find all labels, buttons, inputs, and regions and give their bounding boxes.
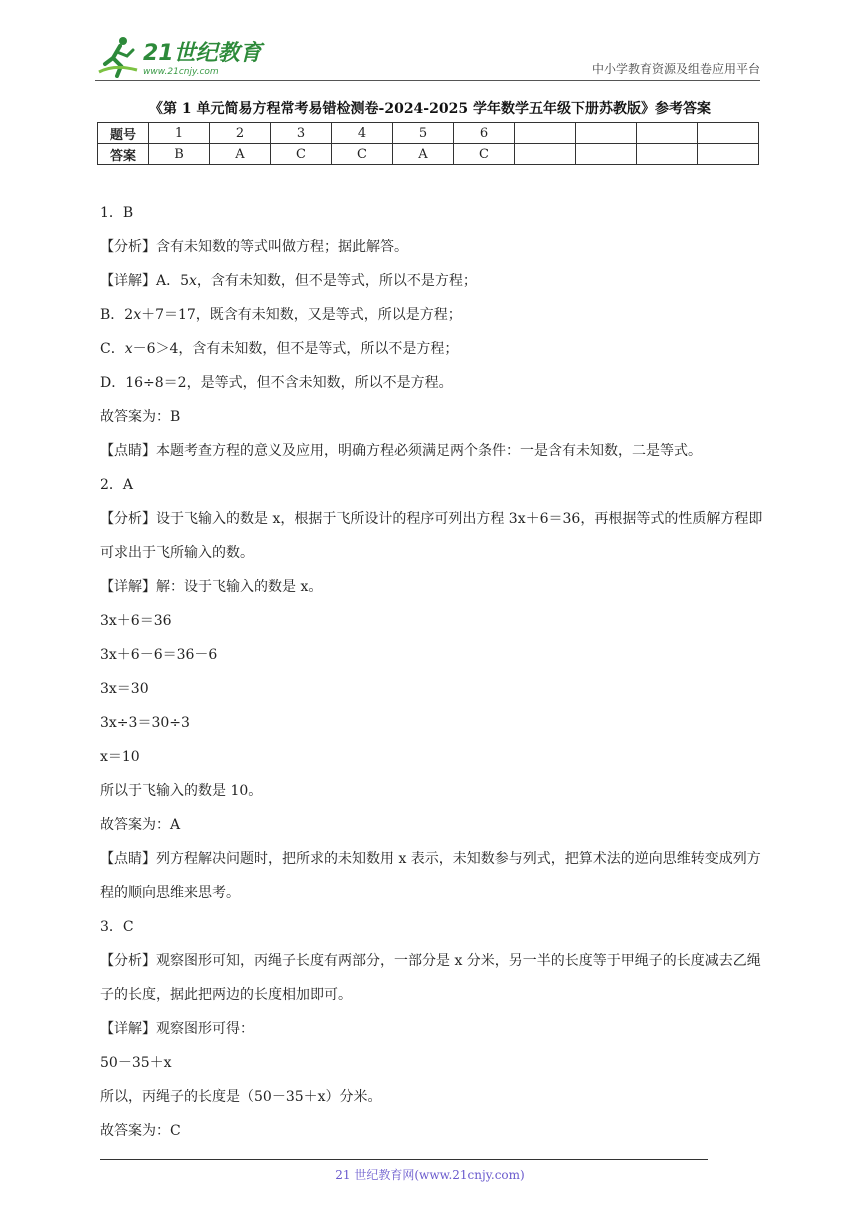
detail-line: C．𝑥－6＞4，含有未知数，但不是等式，所以不是方程；: [100, 341, 459, 357]
logo-text: 21世纪教育: [143, 41, 262, 66]
conclusion-line: 故答案为：C: [100, 1123, 181, 1139]
analysis-line: 【分析】观察图形可知，丙绳子长度有两部分，一部分是 x 分米，另一半的长度等于甲绳子的长度减去乙绳子的长度，据此把两边的长度相加即可。: [100, 953, 761, 1003]
answer-cell: C: [332, 144, 393, 165]
answer-cell: C: [271, 144, 332, 165]
answer-cell: A: [393, 144, 454, 165]
answer-cell: [637, 144, 698, 165]
analysis-line: 【分析】含有未知数的等式叫做方程；据此解答。: [100, 239, 408, 255]
document-title: 《第 1 单元简易方程常考易错检测卷-2024-2025 学年数学五年级下册苏教版》参考答案: [149, 101, 711, 117]
answer-cell: [515, 144, 576, 165]
footer-divider: [100, 1159, 708, 1160]
detail-line: 【详解】观察图形可得：: [100, 1021, 254, 1037]
platform-name: 中小学教育资源及组卷应用平台: [591, 62, 760, 76]
equation-line: 3x÷3＝30÷3: [100, 715, 190, 731]
question-number-cell: [576, 123, 637, 144]
question-number-cell: 6: [454, 123, 515, 144]
question-number-cell: 2: [210, 123, 271, 144]
detail-line: B．2𝑥＋7＝17，既含有未知数，又是等式，所以是方程；: [100, 307, 462, 323]
answer-cell: [576, 144, 637, 165]
detail-line: D．16÷8＝2，是等式，但不含未知数，所以不是方程。: [100, 375, 453, 391]
equation-line: 3x＋6＝36: [100, 613, 172, 629]
detail-line: 所以，丙绳子的长度是（50－35＋x）分米。: [100, 1089, 382, 1105]
question-number-row: [98, 123, 759, 144]
equation-line: x＝10: [100, 749, 140, 765]
answer-cell: A: [210, 144, 271, 165]
equation-line: 50－35＋x: [100, 1055, 172, 1071]
question-number-cell: [698, 123, 759, 144]
comment-line: 【点睛】列方程解决问题时，把所求的未知数用 x 表示，未知数参与列式，把算术法的逆向思维转变成列方程的顺向思维来思考。: [100, 851, 761, 901]
answer-explanations: [100, 196, 765, 1148]
detail-line: 【详解】A．5𝑥，含有未知数，但不是等式，所以不是方程；: [100, 273, 477, 289]
comment-line: 【点睛】本题考查方程的意义及应用，明确方程必须满足两个条件：一是含有未知数，二是等式。: [100, 443, 702, 459]
analysis-line: 【分析】设于飞输入的数是 x，根据于飞所设计的程序可列出方程 3x＋6＝36，再根据等式的性质解方程即可求出于飞所输入的数。: [100, 511, 763, 561]
header-divider: [95, 80, 760, 81]
page-header: [95, 30, 760, 82]
equation-line: 3x＝30: [100, 681, 149, 697]
question-number-cell: 3: [271, 123, 332, 144]
logo: [95, 34, 262, 78]
equation-line: 3x＋6－6＝36－6: [100, 647, 218, 663]
question-heading: 3．C: [100, 919, 134, 935]
runner-logo-icon: [95, 34, 141, 78]
conclusion-line: 故答案为：A: [100, 817, 181, 833]
question-heading: 1．B: [100, 205, 134, 221]
answer-table: [97, 122, 759, 165]
detail-line: 所以于飞输入的数是 10。: [100, 783, 263, 799]
logo-url: www.21cnjy.com: [143, 67, 219, 77]
answer-cell: B: [149, 144, 210, 165]
question-heading: 2．A: [100, 477, 134, 493]
row-header: 答案: [98, 144, 149, 165]
question-number-cell: 1: [149, 123, 210, 144]
answer-cell: C: [454, 144, 515, 165]
question-number-cell: [637, 123, 698, 144]
conclusion-line: 故答案为：B: [100, 409, 181, 425]
footer-link[interactable]: 21 世纪教育网(www.21cnjy.com): [335, 1168, 525, 1182]
row-header: 题号: [98, 123, 149, 144]
question-number-cell: [515, 123, 576, 144]
question-number-cell: 5: [393, 123, 454, 144]
answer-row: [98, 144, 759, 165]
answer-cell: [698, 144, 759, 165]
question-number-cell: 4: [332, 123, 393, 144]
detail-line: 【详解】解：设于飞输入的数是 x。: [100, 579, 323, 595]
